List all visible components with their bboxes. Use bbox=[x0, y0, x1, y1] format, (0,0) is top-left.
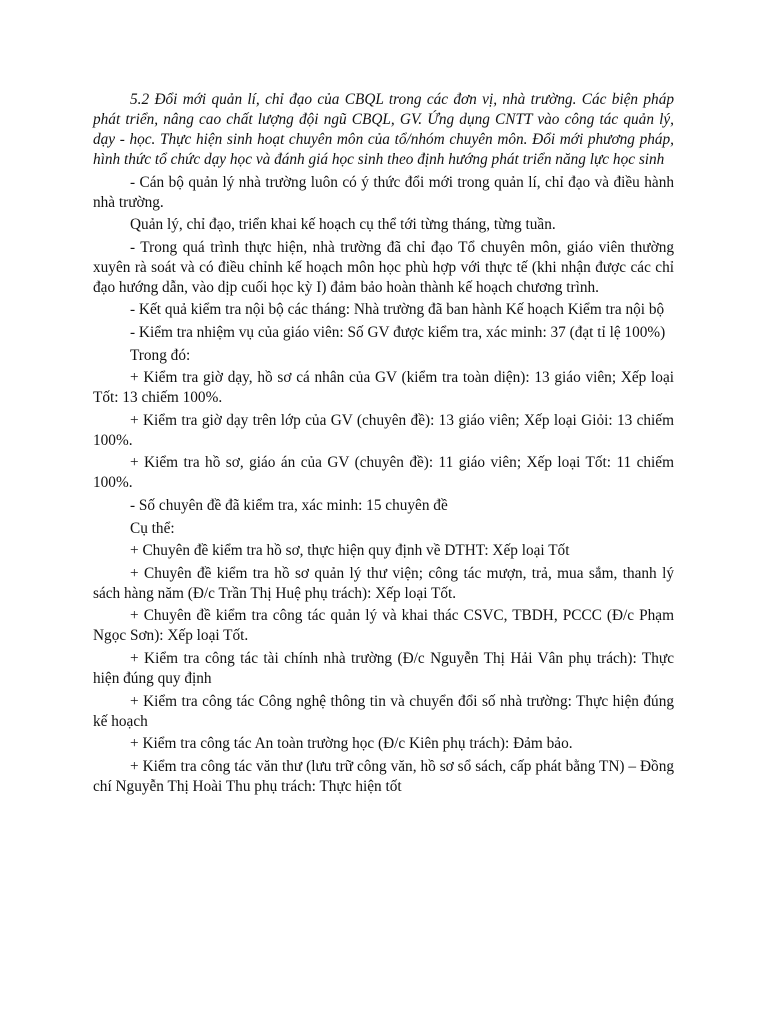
paragraph: + Chuyên đề kiểm tra công tác quản lý và khai thác CSVC, TBDH, PCCC (Đ/c Phạm Ngọc Sơn): Xếp loại Tốt. bbox=[93, 607, 674, 645]
paragraph: - Cán bộ quản lý nhà trường luôn có ý thức đổi mới trong quản lí, chỉ đạo và điều hành nhà trường. bbox=[93, 173, 674, 211]
paragraph: + Kiểm tra công tác tài chính nhà trường (Đ/c Nguyễn Thị Hải Vân phụ trách): Thực hiện đúng quy định bbox=[93, 649, 674, 687]
document-page bbox=[93, 90, 674, 799]
paragraph: + Chuyên đề kiểm tra hồ sơ, thực hiện quy định về DTHT: Xếp loại Tốt bbox=[130, 542, 570, 560]
paragraph: Cụ thể: bbox=[130, 519, 175, 537]
paragraph: + Chuyên đề kiểm tra hồ sơ quản lý thư viện; công tác mượn, trả, mua sắm, thanh lý sách hàng năm (Đ/c Trần Thị Huệ phụ trách): Xếp loại Tốt. bbox=[93, 564, 674, 602]
paragraph: + Kiểm tra công tác văn thư (lưu trữ công văn, hồ sơ sổ sách, cấp phát bằng TN) – Đồng chí Nguyễn Thị Hoài Thu phụ trách: Thực hiện tốt bbox=[93, 757, 674, 795]
section-heading: 5.2 Đổi mới quản lí, chỉ đạo của CBQL trong các đơn vị, nhà trường. Các biện pháp phát triển, nâng cao chất lượng đội ngũ CBQL, GV. Ứng dụng CNTT vào công tác quản lý, dạy - học. Thực hiện sinh hoạt chuyên môn của tổ/nhóm chuyên môn. Đổi mới phương pháp, hình thức tổ chức dạy học và đánh giá học sinh theo định hướng phát triển năng lực học sinh bbox=[93, 91, 674, 168]
paragraph: + Kiểm tra giờ dạy, hồ sơ cá nhân của GV (kiểm tra toàn diện): 13 giáo viên; Xếp loại Tốt: 13 chiếm 100%. bbox=[93, 369, 674, 407]
paragraph: - Trong quá trình thực hiện, nhà trường đã chỉ đạo Tổ chuyên môn, giáo viên thường xuyên rà soát và có điều chỉnh kế hoạch môn học phù hợp với thực tế (khi nhận được các chỉ đạo hướng dẫn, vào dịp cuối học kỳ I) đảm bảo hoàn thành kế hoạch chương trình. bbox=[93, 238, 674, 296]
paragraph: + Kiểm tra công tác Công nghệ thông tin và chuyển đổi số nhà trường: Thực hiện đúng kế hoạch bbox=[93, 692, 674, 730]
paragraph: - Kết quả kiểm tra nội bộ các tháng: Nhà trường đã ban hành Kế hoạch Kiểm tra nội bộ bbox=[130, 301, 665, 319]
paragraph: - Kiểm tra nhiệm vụ của giáo viên: Số GV được kiểm tra, xác minh: 37 (đạt tỉ lệ 100%) bbox=[130, 323, 666, 341]
paragraph: Quản lý, chỉ đạo, triển khai kế hoạch cụ thể tới từng tháng, từng tuần. bbox=[130, 216, 556, 234]
paragraph: + Kiểm tra công tác An toàn trường học (Đ/c Kiên phụ trách): Đảm bảo. bbox=[130, 735, 573, 753]
paragraph: + Kiểm tra hồ sơ, giáo án của GV (chuyên đề): 11 giáo viên; Xếp loại Tốt: 11 chiếm 100%. bbox=[93, 454, 674, 492]
paragraph: + Kiểm tra giờ dạy trên lớp của GV (chuyên đề): 13 giáo viên; Xếp loại Giỏi: 13 chiếm 100%. bbox=[93, 411, 674, 449]
paragraph: Trong đó: bbox=[130, 346, 191, 364]
paragraph: - Số chuyên đề đã kiểm tra, xác minh: 15 chuyên đề bbox=[130, 496, 448, 514]
